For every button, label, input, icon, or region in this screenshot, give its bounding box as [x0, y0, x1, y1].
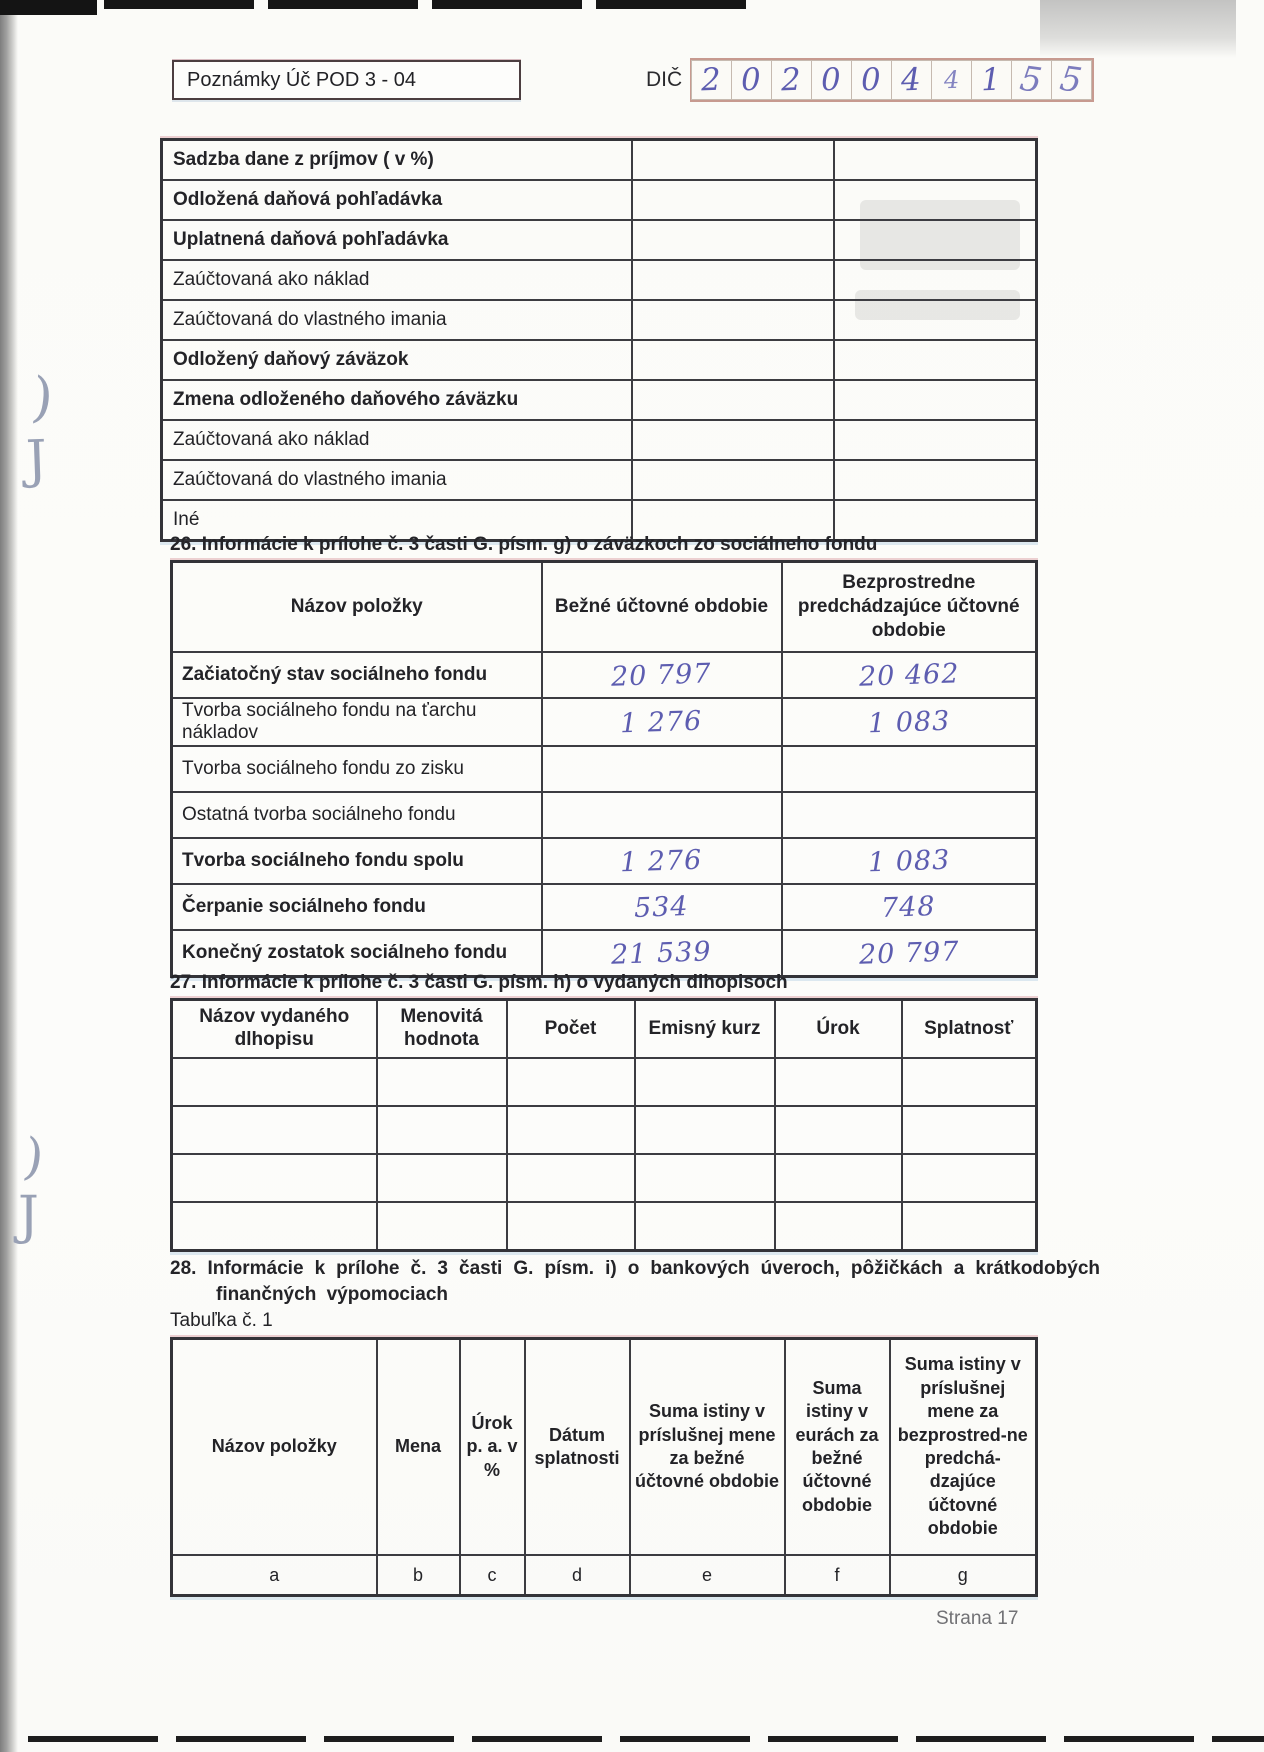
column-letter: a [172, 1555, 377, 1596]
col-header-current-period: Bežné účtovné obdobie [542, 562, 782, 653]
dic-digit-box [1051, 60, 1092, 100]
table-row [162, 380, 1037, 420]
col-header-interest-rate: Úrok p. a. v % [460, 1339, 525, 1556]
handwritten-value: 534 [633, 890, 690, 924]
column-letter: e [630, 1555, 785, 1596]
table-row [162, 460, 1037, 500]
col-header-currency: Mena [377, 1339, 460, 1556]
empty-cell [172, 1154, 377, 1202]
table-row [162, 260, 1037, 300]
col-header-principal-current-currency: Suma istiny v príslušnej mene za bežné účtovné obdobie [630, 1339, 785, 1556]
value-cell [834, 180, 1037, 220]
handwritten-value: 1 083 [867, 844, 951, 878]
scan-edge-strip [0, 0, 18, 1752]
column-letter-row [172, 1555, 1037, 1596]
empty-cell [775, 1106, 902, 1154]
value-cell [834, 380, 1037, 420]
row-label: Tvorba sociálneho fondu zo zisku [172, 746, 542, 792]
handwritten-value: 748 [880, 890, 937, 924]
value-cell [834, 460, 1037, 500]
row-label: Tvorba sociálneho fondu spolu [172, 838, 542, 884]
handwritten-value: 20 797 [857, 935, 960, 971]
dic-digit-box [731, 60, 772, 100]
form-title-box [172, 60, 521, 100]
value-cell [782, 652, 1037, 698]
table-row [172, 884, 1037, 930]
value-cell [542, 792, 782, 838]
handwritten-value: 1 276 [619, 705, 704, 739]
empty-cell [377, 1202, 507, 1251]
row-label: Zaúčtovaná do vlastného imania [162, 300, 632, 340]
table-row [172, 1058, 1037, 1106]
row-label: Zaúčtovaná ako náklad [162, 420, 632, 460]
col-header-issue-rate: Emisný kurz [635, 1000, 775, 1059]
handwritten-value: 20 462 [857, 657, 960, 693]
table-header-row [172, 1000, 1037, 1059]
deferred-tax-table [160, 138, 1038, 542]
value-cell [834, 220, 1037, 260]
column-letter: d [525, 1555, 630, 1596]
value-cell [542, 652, 782, 698]
empty-cell [172, 1202, 377, 1251]
table-row [162, 140, 1037, 181]
column-letter: c [460, 1555, 525, 1596]
margin-pen-mark: ) [28, 365, 57, 430]
empty-cell [507, 1058, 635, 1106]
value-cell [542, 930, 782, 977]
loans-table [170, 1337, 1038, 1597]
row-label: Uplatnená daňová pohľadávka [162, 220, 632, 260]
dic-digit-box [971, 60, 1012, 100]
table-row [172, 930, 1037, 977]
handwritten-value: 1 276 [619, 844, 704, 878]
scan-shadow [1040, 0, 1236, 58]
value-cell [632, 140, 834, 181]
dic-field [646, 58, 1094, 102]
table-1-label: Tabuľka č. 1 [170, 1310, 273, 1331]
row-label: Čerpanie sociálneho fondu [172, 884, 542, 930]
col-header-principal-current-eur: Suma istiny v eurách za bežné účtovné obdobie [785, 1339, 890, 1556]
value-cell [782, 792, 1037, 838]
table-row [172, 792, 1037, 838]
col-header-maturity: Splatnosť [902, 1000, 1037, 1059]
value-cell [834, 300, 1037, 340]
table-row [162, 220, 1037, 260]
form-title: Poznámky Úč POD 3 - 04 [187, 68, 416, 91]
value-cell [632, 460, 834, 500]
margin-pen-mark: J [18, 1186, 39, 1246]
empty-cell [377, 1058, 507, 1106]
row-label: Konečný zostatok sociálneho fondu [172, 930, 542, 977]
col-header-maturity-date: Dátum splatnosti [525, 1339, 630, 1556]
row-label: Odložená daňová pohľadávka [162, 180, 632, 220]
dic-digit: 1 [980, 61, 1003, 99]
table-header-row [172, 562, 1037, 653]
section-26-heading: 26. Informácie k prílohe č. 3 časti G. písm. g) o záväzkoch zo sociálneho fondu [170, 534, 878, 555]
dic-digit-box [891, 60, 932, 100]
table-row [172, 746, 1037, 792]
empty-cell [775, 1154, 902, 1202]
dic-digit: 0 [860, 61, 883, 99]
table-row [162, 340, 1037, 380]
dic-digit: 4 [943, 65, 961, 95]
row-label: Odložený daňový záväzok [162, 340, 632, 380]
column-letter: b [377, 1555, 460, 1596]
dic-digit: 0 [740, 61, 763, 99]
row-label: Ostatná tvorba sociálneho fondu [172, 792, 542, 838]
dic-digit: 2 [780, 61, 803, 99]
bonds-table [170, 998, 1038, 1252]
value-cell [632, 300, 834, 340]
empty-cell [902, 1058, 1037, 1106]
empty-cell [635, 1202, 775, 1251]
dic-digit: 4 [900, 61, 923, 99]
margin-pen-mark: ) [20, 1126, 48, 1188]
value-cell [834, 140, 1037, 181]
dic-digit: 5 [1057, 58, 1086, 102]
table-row [162, 300, 1037, 340]
table-row [172, 1106, 1037, 1154]
col-header-item-name: Názov položky [172, 1339, 377, 1556]
value-cell [632, 260, 834, 300]
col-header-bond-name: Názov vydaného dlhopisu [172, 1000, 377, 1059]
empty-cell [377, 1154, 507, 1202]
value-cell [632, 380, 834, 420]
row-label: Zaúčtovaná ako náklad [162, 260, 632, 300]
dic-digit-box [691, 60, 732, 100]
dic-digit-box [851, 60, 892, 100]
handwritten-value: 1 083 [867, 705, 951, 739]
dic-digit: 2 [700, 61, 723, 99]
margin-pen-mark: J [24, 429, 48, 491]
dic-digit-box [771, 60, 812, 100]
empty-cell [172, 1106, 377, 1154]
value-cell [834, 340, 1037, 380]
value-cell [782, 746, 1037, 792]
table-row [172, 698, 1037, 746]
dic-digit: 5 [1017, 58, 1046, 102]
row-label: Začiatočný stav sociálneho fondu [172, 652, 542, 698]
empty-cell [635, 1106, 775, 1154]
row-label: Zmena odloženého daňového záväzku [162, 380, 632, 420]
col-header-interest: Úrok [775, 1000, 902, 1059]
value-cell [542, 698, 782, 746]
table-header-row [172, 1339, 1037, 1556]
section-28-heading: 28. Informácie k prílohe č. 3 časti G. písm. i) o bankových úveroch, pôžičkách a krátkodobých finančných výpomociach [170, 1258, 1100, 1305]
row-label: Sadzba dane z príjmov ( v %) [162, 140, 632, 181]
value-cell [632, 180, 834, 220]
social-fund-table [170, 560, 1038, 978]
empty-cell [507, 1202, 635, 1251]
empty-cell [172, 1058, 377, 1106]
value-cell [782, 884, 1037, 930]
col-header-name: Názov položky [172, 562, 542, 653]
value-cell [782, 838, 1037, 884]
value-cell [542, 884, 782, 930]
section-27-heading: 27. Informácie k prílohe č. 3 časti G. písm. h) o vydaných dlhopisoch [170, 972, 788, 993]
page-number: Strana 17 [936, 1608, 1019, 1629]
dic-input-boxes [690, 58, 1094, 102]
dic-digit: 0 [820, 61, 843, 99]
empty-cell [775, 1202, 902, 1251]
col-header-count: Počet [507, 1000, 635, 1059]
value-cell [632, 340, 834, 380]
scan-top-bar [0, 0, 97, 15]
empty-cell [902, 1154, 1037, 1202]
empty-cell [507, 1106, 635, 1154]
row-label: Iné [162, 500, 632, 541]
scan-top-dashes [104, 0, 760, 9]
table-row [162, 180, 1037, 220]
empty-cell [902, 1106, 1037, 1154]
col-header-principal-previous: Suma istiny v príslušnej mene za bezprostred-ne predchá-dzajúce účtovné obdobie [890, 1339, 1037, 1556]
value-cell [632, 420, 834, 460]
handwritten-value: 20 797 [610, 657, 713, 693]
value-cell [782, 698, 1037, 746]
row-label: Zaúčtovaná do vlastného imania [162, 460, 632, 500]
table-row [172, 838, 1037, 884]
row-label: Tvorba sociálneho fondu na ťarchu nákladov [172, 698, 542, 746]
table-row [172, 1154, 1037, 1202]
column-letter: f [785, 1555, 890, 1596]
empty-cell [635, 1058, 775, 1106]
dic-digit-box [1011, 60, 1052, 100]
value-cell [834, 420, 1037, 460]
value-cell [834, 260, 1037, 300]
value-cell [542, 746, 782, 792]
scan-bottom-dashes [28, 1736, 1264, 1742]
col-header-previous-period: Bezprostredne predchádzajúce účtovné obdobie [782, 562, 1037, 653]
empty-cell [635, 1154, 775, 1202]
table-row [172, 652, 1037, 698]
value-cell [782, 930, 1037, 977]
col-header-nominal-value: Menovitá hodnota [377, 1000, 507, 1059]
dic-label: DIČ [646, 68, 683, 91]
value-cell [542, 838, 782, 884]
dic-digit-box [931, 60, 972, 100]
column-letter: g [890, 1555, 1037, 1596]
handwritten-value: 21 539 [610, 935, 713, 971]
empty-cell [377, 1106, 507, 1154]
empty-cell [775, 1058, 902, 1106]
table-row [172, 1202, 1037, 1251]
table-row [162, 420, 1037, 460]
dic-digit-box [811, 60, 852, 100]
value-cell [632, 220, 834, 260]
empty-cell [507, 1154, 635, 1202]
empty-cell [902, 1202, 1037, 1251]
